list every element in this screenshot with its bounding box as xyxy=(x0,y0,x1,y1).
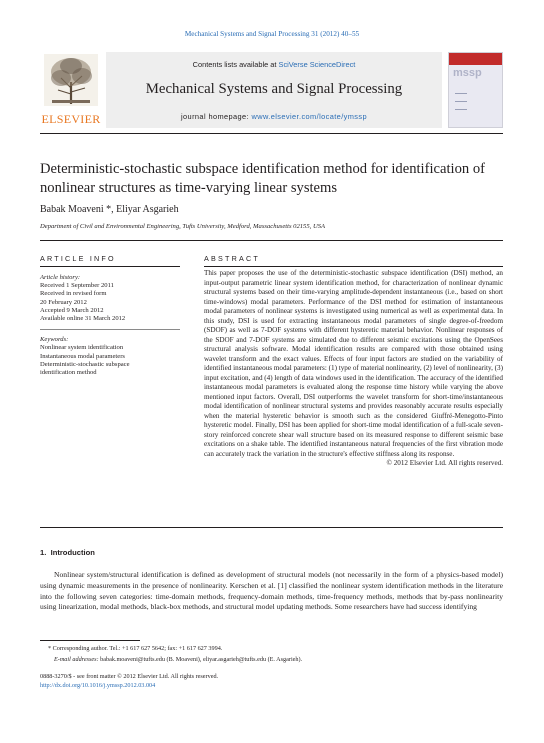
contents-line xyxy=(106,60,442,69)
keyword-item: Deterministic-stochastic subspace xyxy=(40,360,130,368)
footer-doi xyxy=(40,682,155,690)
footnote-rule xyxy=(40,640,140,641)
masthead-rule xyxy=(40,133,503,134)
journal-banner xyxy=(106,52,442,128)
title-rule xyxy=(40,240,503,241)
author-affiliation: Department of Civil and Environmental Engineering, Tufts University, Medford, Massachusetts 02155, USA xyxy=(40,223,326,230)
abstract-body xyxy=(204,269,503,469)
keyword-item: identification method xyxy=(40,369,97,377)
running-head: Mechanical Systems and Signal Processing 31 (2012) 40–55 xyxy=(184,30,360,38)
cover-text: mssp xyxy=(453,67,482,79)
journal-homepage-link[interactable]: www.elsevier.com/locate/ymssp xyxy=(251,112,367,121)
article-info xyxy=(40,274,180,377)
history-item: Received in revised form xyxy=(40,290,107,298)
journal-masthead xyxy=(40,52,503,128)
journal-cover xyxy=(448,52,503,128)
section-title: Introduction xyxy=(50,548,95,557)
article-title: Deterministic-stochastic subspace identification method for identification of nonlinear structures as time-varying linear systems xyxy=(40,161,485,196)
journal-title: Mechanical Systems and Signal Processing xyxy=(145,81,403,97)
section-number: 1. xyxy=(40,548,47,557)
homepage-line xyxy=(106,112,442,121)
copyright-notice: © 2012 Elsevier Ltd. All rights reserved. xyxy=(386,459,503,468)
history-label: Article history: xyxy=(40,274,81,281)
introduction-paragraph: Nonlinear system/structural identification is defined as development of structural models (not necessarily in the form of a physics-based model) using dynamic measurements in the presence of nonlinearity. Kerschen et al. [1] classified the nonlinear system identification methods in the literature into the following seven categories: time-domain methods, frequency-domain methods, time-frequency methods, methods that by-pass nonlinearity using linearization, modal methods, black-box methods, and structural model updating methods. Some researchers have had success identifying xyxy=(40,570,503,612)
article-authors: Babak Moaveni *, Eliyar Asgarieh xyxy=(40,204,179,215)
footnote-corresponding: * Corresponding author. Tel.: +1 617 627 5642; fax: +1 617 627 3994. xyxy=(48,645,223,652)
sciencedirect-link[interactable]: SciVerse ScienceDirect xyxy=(278,60,356,69)
email-label: E-mail addresses: xyxy=(54,656,101,663)
history-item: Accepted 9 March 2012 xyxy=(40,306,104,314)
cover-red-band xyxy=(449,53,503,65)
keyword-item: Instantaneous modal parameters xyxy=(40,352,125,360)
cover-lines xyxy=(455,93,495,117)
elsevier-logo xyxy=(40,52,102,128)
abstract-text: This paper proposes the use of the deterministic-stochastic subspace identification (DSI) method, an input-output parametric linear system identification method, for characterization of nonlinear dynamic structural systems based on their time-varying amplitude-dependent instantaneous (i.e., based on short time-windows) modal parameters. Performance of the DSI method for estimation of instantaneous modal parameters of nonlinear systems is investigated using numerical as well as experimental data. In this study, DSI is used for extracting instantaneous modal parameters of single degree-of-freedom (SDOF) as well as 7-DOF systems with different hysteretic material behavior. Nonlinear responses of the SDOF and 7-DOF systems are simulated due to different seismic excitations using the OpenSees structural analysis software. Modal identification results are compared with those obtained using wavelet transform and the exact values. Effects of four input factors are studied on the variability of identified instantaneous modal parameters: (1) type of material nonlinearity, (2) level of nonlinearity, (3) input excitation, and (4) length of data windows used in the identification. The accuracy of the identified instantaneous modal parameters is evaluated along the response time history while varying the above mentioned input factors. Overall, DSI outperforms the wavelet transform for short-time/instantaneous modal identification of nonlinear structural systems and provides reasonably accurate results especially when the material hysteretic behavior is smooth such as the considered Giuffré-Menegotto-Pinto hysteretic model. Finally, DSI has been applied for short-time modal identification of a full-scale seven-story reinforced concrete shear wall structure based on its measured response to different seismic base excitations on a shake table. The identified instantaneous natural frequencies of the first vibration mode can accurately track the variation in the structure's effective stiffness along its response. xyxy=(204,269,503,458)
contents-prefix: Contents lists available at xyxy=(192,60,279,69)
footer-issn: 0888-3270/$ - see front matter © 2012 Elsevier Ltd. All rights reserved. xyxy=(40,673,219,680)
doi-link[interactable]: http://dx.doi.org/10.1016/j.ymssp.2012.03.004 xyxy=(40,682,156,689)
article-info-rule xyxy=(40,266,180,267)
footnote-email xyxy=(54,656,302,664)
abstract-heading: ABSTRACT xyxy=(204,254,260,263)
info-divider xyxy=(40,323,180,330)
elsevier-tree-icon xyxy=(44,54,98,106)
publisher-name: ELSEVIER xyxy=(41,112,101,126)
history-item: 20 February 2012 xyxy=(40,298,87,306)
section-heading-introduction xyxy=(40,548,95,557)
homepage-prefix: journal homepage: xyxy=(181,112,252,121)
history-item: Available online 31 March 2012 xyxy=(40,315,126,323)
keywords-label: Keywords: xyxy=(40,336,69,344)
email-addresses: babak.moaveni@tufts.edu (B. Moaveni), eliyar.asgarieh@tufts.edu (E. Asgarieh). xyxy=(100,656,303,663)
keyword-item: Nonlinear system identification xyxy=(40,344,124,352)
history-item: Received 1 September 2011 xyxy=(40,282,114,290)
abstract-rule xyxy=(204,266,503,267)
abstract-bottom-rule xyxy=(40,527,503,528)
article-info-heading: ARTICLE INFO xyxy=(40,254,116,263)
